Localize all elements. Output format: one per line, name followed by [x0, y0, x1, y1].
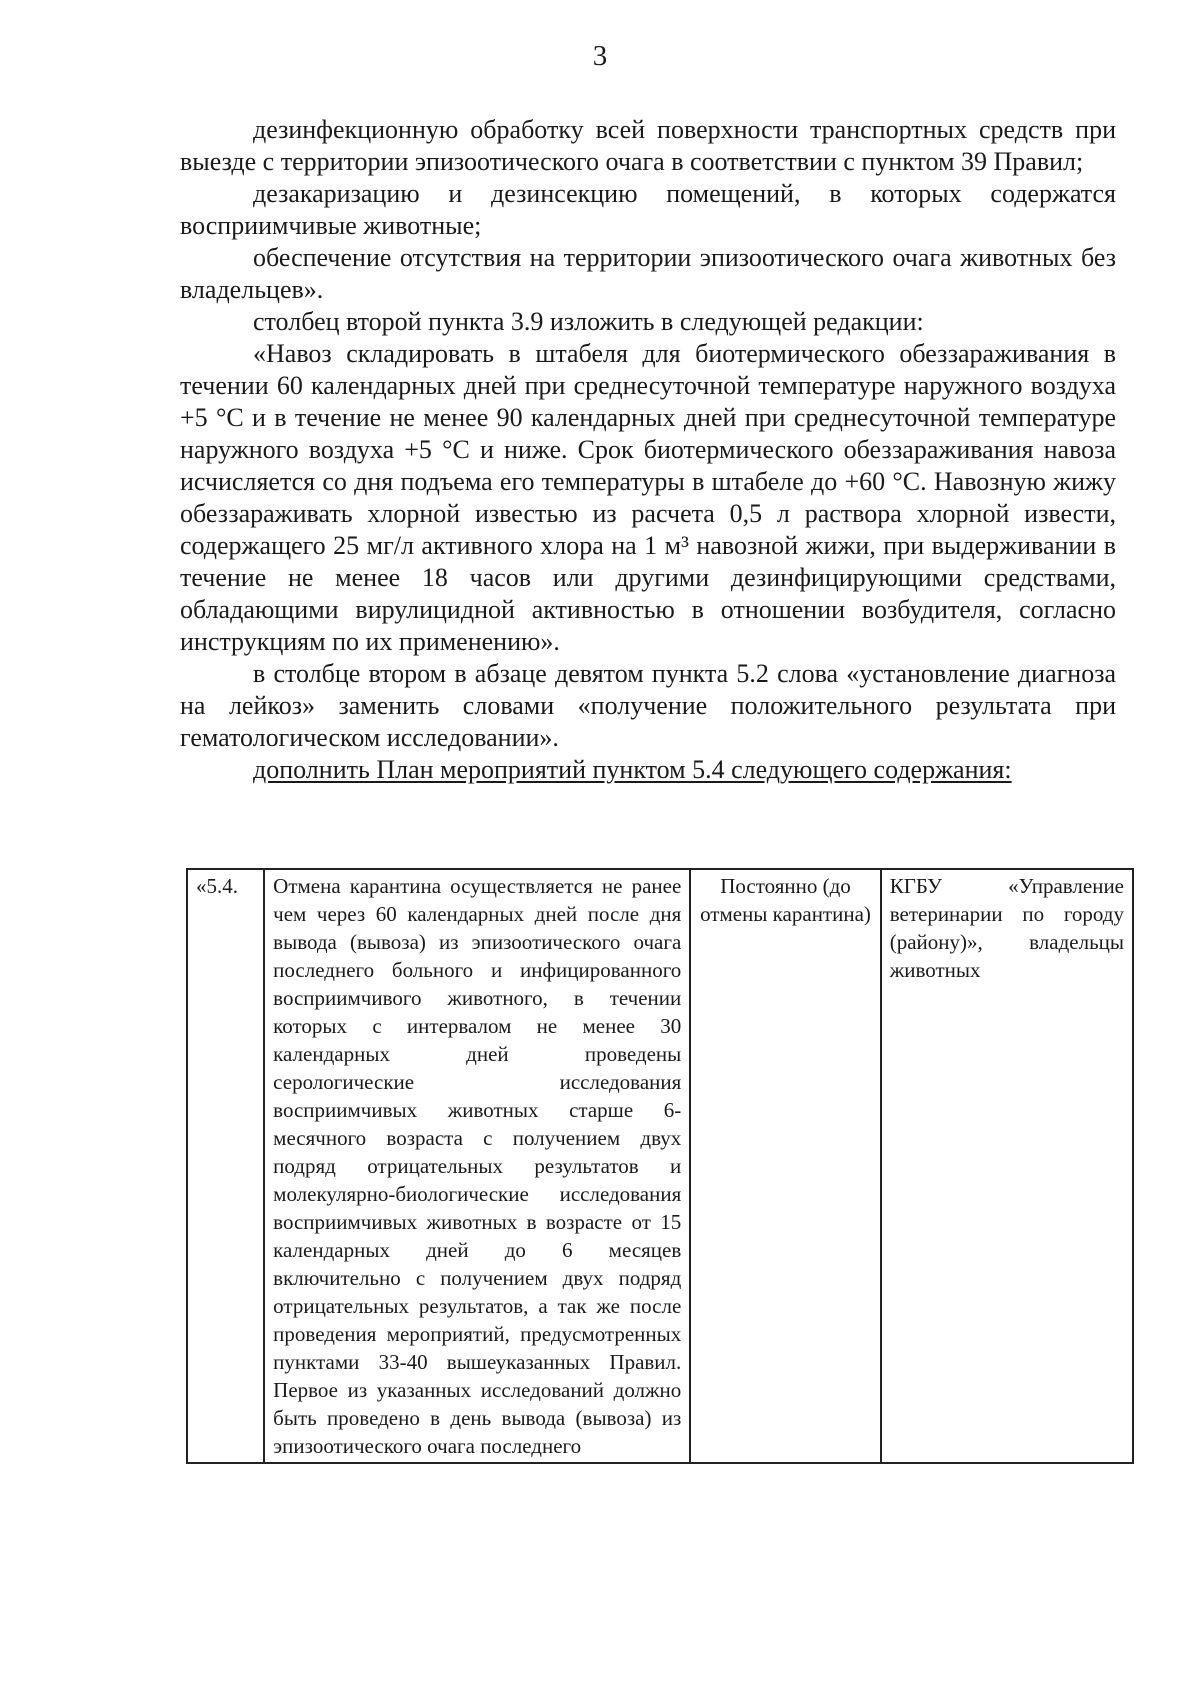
paragraph-no-stray-animals: обеспечение отсутствия на территории эпизоотического очага животных без владельцев».	[180, 243, 1116, 304]
paragraph-manure-text: «Навоз складировать в штабеля для биотермического обеззараживания в течении 60 календарных дней при среднесуточной температуре наружного воздуха +5 °С и в течение не менее 90 календарных дней при среднесуточной температуре наружного воздуха +5 °С и ниже. Срок биотермического обеззараживания навоза исчисляется со дня подъема его температуры в штабеле до +60 °С. Навозную жижу обеззараживать хлорной известью из расчета 0,5 л раствора хлорной извести, содержащего 25 мг/л активного хлора на 1 м³ навозной жижи, при выдерживании в течение не менее 18 часов или другими дезинфицирующими средствами, обладающими вирулицидной активностью в отношении возбудителя, согласно инструкциям по их применению».	[180, 339, 1116, 656]
term-cell: Постоянно (до отмены карантина)	[690, 869, 880, 1463]
item-number-cell: «5.4.	[187, 869, 264, 1463]
plan-table	[186, 868, 1134, 1464]
responsible-cell: КГБУ «Управление ветеринарии по городу (району)», владельцы животных	[881, 869, 1133, 1463]
page-number: 3	[592, 40, 608, 72]
table-row	[187, 869, 1133, 1463]
event-cell: Отмена карантина осуществляется не ранее чем через 60 календарных дней после дня вывода (вывоза) из эпизоотического очага последнего больного и инфицированного восприимчивого животного, в течении которых с интервалом не менее 30 календарных дней проведены серологические исследования восприимчивых животных старше 6-месячного возраста с получением двух подряд отрицательных результатов и молекулярно-биологические исследования восприимчивых животных в возрасте от 15 календарных дней до 6 месяцев включительно с получением двух подряд отрицательных результатов, а так же после проведения мероприятий, предусмотренных пунктами 33-40 вышеуказанных Правил. Первое из указанных исследований должно быть проведено в день вывода (вывоза) из эпизоотического очага последнего	[264, 869, 690, 1463]
paragraph-add-5-4: дополнить План мероприятий пунктом 5.4 следующего содержания:	[253, 755, 1012, 784]
paragraph-amend-5-2: в столбце втором в абзаце девятом пункта 5.2 слова «установление диагноза на лейкоз» заменить словами «получение положительного результата при гематологическом исследовании».	[180, 659, 1116, 752]
paragraph-amend-3-9: столбец второй пункта 3.9 изложить в следующей редакции:	[253, 307, 924, 336]
paragraph-deacarization: дезакаризацию и дезинсекцию помещений, в которых содержатся восприимчивые животные;	[180, 179, 1116, 240]
document-body	[180, 114, 1116, 786]
paragraph-disinfection: дезинфекционную обработку всей поверхности транспортных средств при выезде с территории эпизоотического очага в соответствии с пунктом 39 Правил;	[180, 115, 1116, 176]
